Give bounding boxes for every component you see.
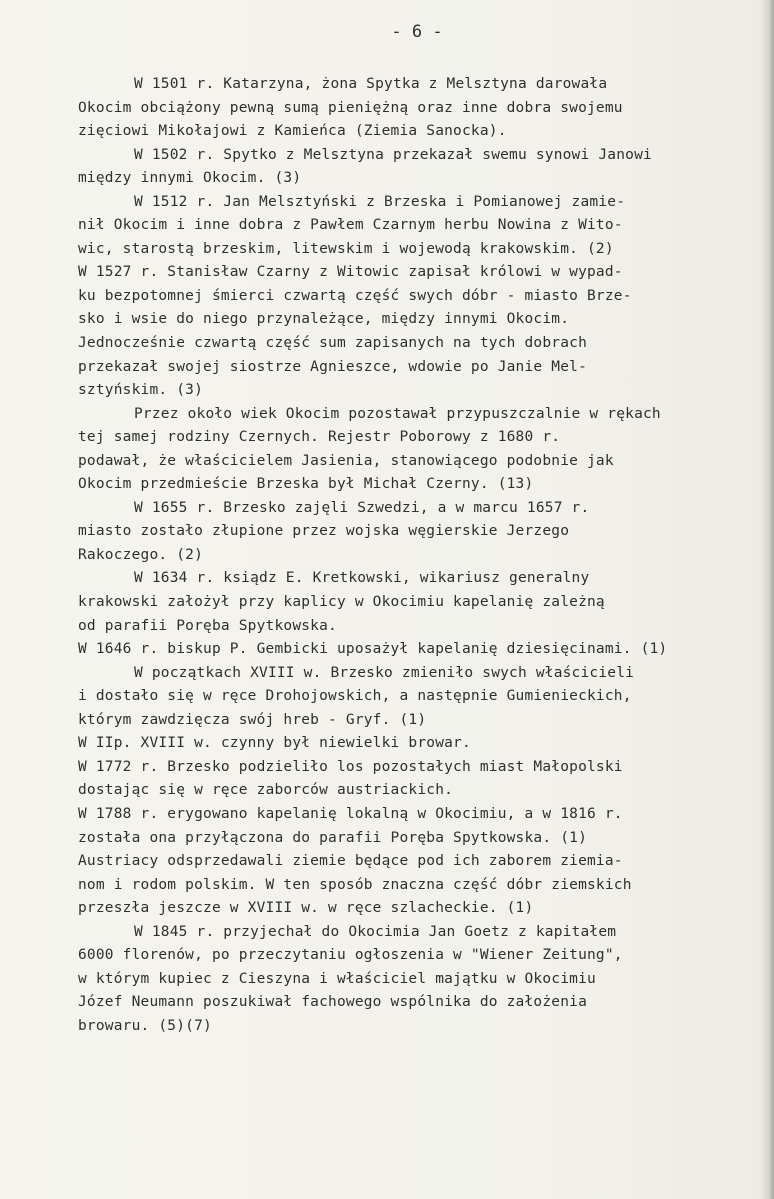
- text-line: między innymi Okocim. (3): [78, 170, 302, 187]
- text-line: Jednocześnie czwartą część sum zapisanych na tych dobrach: [78, 335, 587, 352]
- text-line: którym zawdzięcza swój hreb - Gryf. (1): [78, 711, 427, 728]
- text-line: zięciowi Mikołajowi z Kamieńca (Ziemia Sanocka).: [78, 123, 507, 140]
- text-line: krakowski założył przy kaplicy w Okocimiu kapelanię zależną: [78, 594, 605, 611]
- text-line: ku bezpotomnej śmierci czwartą część swych dóbr - miasto Brze-: [78, 287, 632, 304]
- page-edge-shadow: [760, 0, 774, 1199]
- text-line: Rakoczego. (2): [78, 546, 204, 563]
- page-number: - 6 -: [391, 22, 443, 42]
- text-line: przeszła jeszcze w XVIII w. w ręce szlacheckie. (1): [78, 900, 534, 917]
- text-line: W 1788 r. erygowano kapelanię lokalną w Okocimiu, a w 1816 r.: [78, 805, 623, 822]
- text-line: 6000 florenów, po przeczytaniu ogłoszenia w "Wiener Zeitung",: [78, 947, 623, 964]
- text-line: browaru. (5)(7): [78, 1017, 212, 1034]
- text-line: Okocim przedmieście Brzeska był Michał Czerny. (13): [78, 476, 534, 493]
- text-line: nom i rodom polskim. W ten sposób znaczna część dóbr ziemskich: [78, 876, 632, 893]
- text-line: wic, starostą brzeskim, litewskim i wojewodą krakowskim. (2): [78, 240, 614, 257]
- text-line: W początkach XVIII w. Brzesko zmieniło swych właścicieli: [134, 664, 635, 681]
- text-line: W 1501 r. Katarzyna, żona Spytka z Melsztyna darowała: [134, 76, 608, 92]
- text-line: została ona przyłączona do parafii Poręba Spytkowska. (1): [78, 829, 587, 846]
- text-line: W 1772 r. Brzesko podzieliło los pozostałych miast Małopolski: [78, 758, 623, 775]
- text-line: i dostało się w ręce Drohojowskich, a następnie Gumienieckich,: [78, 688, 632, 705]
- text-line: Okocim obciążony pewną sumą pieniężną oraz inne dobra swojemu: [78, 99, 623, 116]
- text-line: tej samej rodziny Czernych. Rejestr Poborowy z 1680 r.: [78, 429, 561, 446]
- text-line: od parafii Poręba Spytkowska.: [78, 617, 337, 634]
- text-line: W 1655 r. Brzesko zajęli Szwedzi, a w marcu 1657 r.: [134, 499, 590, 516]
- text-line: Austriacy odsprzedawali ziemie będące pod ich zaborem ziemia-: [78, 853, 623, 870]
- text-line: W 1527 r. Stanisław Czarny z Witowic zapisał królowi w wypad-: [78, 264, 623, 281]
- text-line: miasto zostało złupione przez wojska węgierskie Jerzego: [78, 523, 570, 540]
- text-line: W 1634 r. ksiądz E. Kretkowski, wikariusz generalny: [134, 570, 590, 587]
- text-line: Józef Neumann poszukiwał fachowego wspólnika do założenia: [78, 994, 587, 1011]
- text-line: Przez około wiek Okocim pozostawał przypuszczalnie w rękach: [134, 405, 661, 422]
- text-line: W 1646 r. biskup P. Gembicki uposażył kapelanię dziesięcinami. (1): [78, 641, 668, 658]
- text-line: W 1502 r. Spytko z Melsztyna przekazał swemu synowi Janowi: [134, 146, 652, 163]
- text-line: sztyńskim. (3): [78, 382, 204, 399]
- text-line: W IIp. XVIII w. czynny był niewielki browar.: [78, 735, 471, 752]
- text-line: przekazał swojej siostrze Agnieszce, wdowie po Janie Mel-: [78, 358, 587, 375]
- text-line: nił Okocim i inne dobra z Pawłem Czarnym herbu Nowina z Wito-: [78, 217, 623, 234]
- text-line: sko i wsie do niego przynależące, między innymi Okocim.: [78, 311, 570, 328]
- text-line: w którym kupiec z Cieszyna i właściciel majątku w Okocimiu: [78, 970, 596, 987]
- body-text: [78, 73, 758, 1038]
- text-line: podawał, że właścicielem Jasienia, stanowiącego podobnie jak: [78, 452, 614, 469]
- text-line: W 1512 r. Jan Melsztyński z Brzeska i Pomianowej zamie-: [134, 193, 626, 210]
- text-line: dostając się w ręce zaborców austriackich.: [78, 782, 454, 799]
- text-line: W 1845 r. przyjechał do Okocimia Jan Goetz z kapitałem: [134, 923, 617, 940]
